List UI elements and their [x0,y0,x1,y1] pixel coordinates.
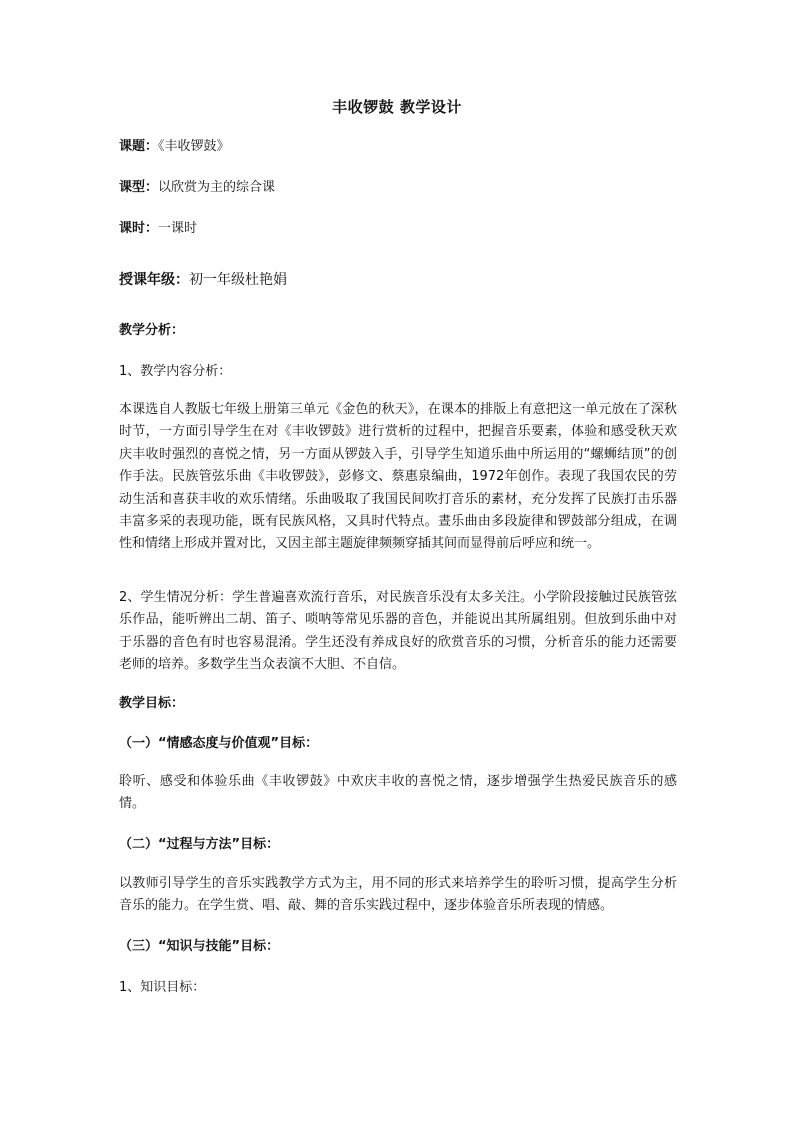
goal-emotion-heading: （一）“情感态度与价值观”目标： [119,736,319,751]
class-hours-value: 一课时 [158,221,198,236]
lesson-type-line [119,178,679,198]
student-analysis-paragraph: 2、学生情况分析：学生普遍喜欢流行音乐，对民族音乐没有太多关注。小学阶段接触过民族管弦乐作品，能听辨出二胡、笛子、唢呐等常见乐器的音色，并能说出其所属组别。但放到乐曲中对于乐器的音色有时也容易混淆。学生还没有养成良好的欣赏音乐的习惯，分析音乐的能力还需要老师的培养。多数学生当众表演不大胆、不自信。 [119,590,677,673]
content-analysis-paragraph: 本课选自人教版七年级上册第三单元《金色的秋天》，在课本的排版上有意把这一单元放在了深秋时节，一方面引导学生在对《丰收锣鼓》进行赏析的过程中，把握音乐要素，体验和感受秋天欢庆丰收时强烈的喜悦之情，另一方面从锣鼓入手，引导学生知道乐曲中所运用的“螺蛳结顶”的创作手法。民族管弦乐曲《丰收锣鼓》，彭修文、蔡惠泉编曲，1972年创作。表现了我国农民的劳动生活和喜获丰收的欢乐情绪。乐曲吸取了我国民间吹打音乐的素材，充分发挥了民族打击乐器丰富多采的表现功能，既有民族风格，又具时代特点。晝乐曲由多段旋律和锣鼓部分组成，在调性和情绪上形成并置对比，又因主部主题旋律频频穿插其间而显得前后呼应和统一。 [119,402,677,552]
grade-line [119,270,679,290]
lesson-type-label: 课型： [119,180,159,195]
analysis-heading: 教学分析： [119,323,185,338]
topic-label: 课题： [119,139,159,154]
knowledge-goal-heading: 1、知识目标： [119,980,206,995]
topic-value: 《丰收锣鼓》 [158,139,230,154]
objectives-heading: 教学目标： [119,696,185,711]
goal-process-paragraph: 以教师引导学生的音乐实践教学方式为主，用不同的形式来培养学生的聆听习惯，提高学生分析音乐的能力。在学生赏、唱、敲、舞的音乐实践过程中，逐步体验音乐所表现的情感。 [119,876,677,914]
content-analysis-heading: 1、教学内容分析： [119,364,232,379]
lesson-type-value: 以欣赏为主的综合课 [158,180,276,195]
goal-knowledge-heading: （三）“知识与技能”目标： [119,939,280,954]
document-title: 丰收锣鼓 教学设计 [332,98,462,116]
goal-process-heading: （二）“过程与方法”目标： [119,837,280,852]
class-hours-line [119,219,679,239]
topic-line [119,137,679,157]
grade-label: 授课年级： [119,272,189,288]
grade-value: 初一年级杜艳娟 [189,272,287,288]
class-hours-label: 课时： [119,221,159,236]
goal-emotion-paragraph: 聆听、感受和体验乐曲《丰收锣鼓》中欢庆丰收的喜悦之情，逐步增强学生热爱民族音乐的感情。 [119,774,677,812]
